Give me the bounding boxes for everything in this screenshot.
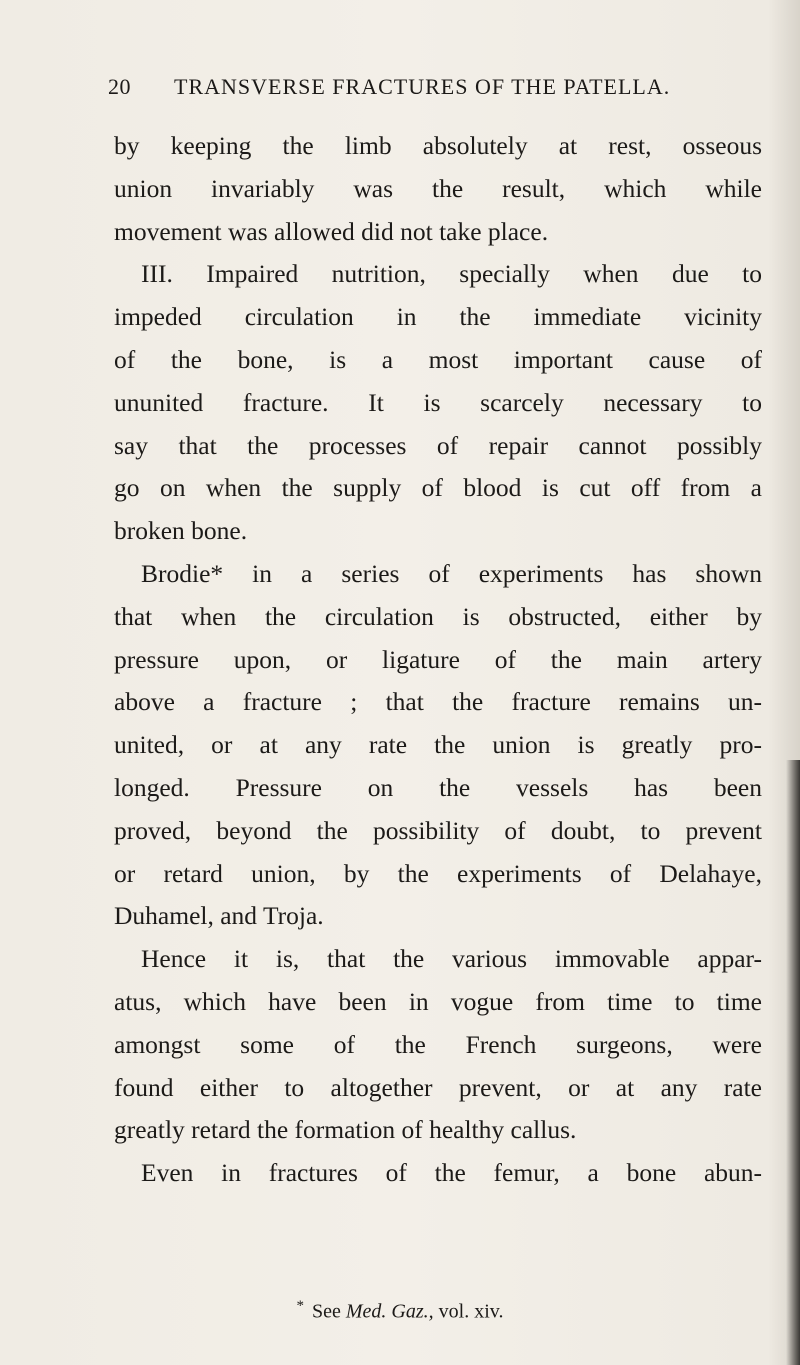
text-line: Even in fractures of the femur, a bone abun- (141, 1158, 762, 1188)
page-number: 20 (108, 74, 131, 99)
footnote-source: Med. Gaz., (345, 1300, 434, 1323)
text-line: amongst some of the French surgeons, were (114, 1029, 762, 1059)
text-line: say that the processes of repair cannot possibly (114, 430, 762, 460)
text-line: Duhamel, and Troja. (114, 901, 324, 931)
text-line: broken bone. (114, 516, 248, 546)
text-line: pressure upon, or ligature of the main artery (114, 644, 762, 674)
text-line: longed. Pressure on the vessels has been (114, 772, 762, 802)
text-line: that when the circulation is obstructed, either by (114, 601, 762, 631)
text-line: proved, beyond the possibility of doubt, to prevent (114, 815, 762, 845)
footnote-volume: vol. xiv. (438, 1300, 504, 1323)
text-line: atus, which have been in vogue from time to time (114, 986, 762, 1016)
footnote-mark: * (296, 1298, 304, 1314)
text-line: or retard union, by the experiments of Delahaye, (114, 858, 762, 888)
text-line: union invariably was the result, which while (114, 173, 762, 203)
body-text (114, 125, 762, 1195)
running-head-title: TRANSVERSE FRACTURES OF THE PATELLA. (174, 74, 671, 99)
page-edge-shadow (786, 760, 800, 1365)
text-line: go on when the supply of blood is cut off from a (114, 473, 762, 503)
text-line: Hence it is, that the various immovable appar- (141, 944, 762, 974)
text-line: Brodie* in a series of experiments has shown (141, 558, 762, 588)
text-line: impeded circulation in the immediate vicinity (114, 302, 762, 332)
text-line: found either to altogether prevent, or at any rate (114, 1072, 762, 1102)
text-line: movement was allowed did not take place. (114, 216, 549, 246)
running-head (108, 74, 688, 104)
text-line: above a fracture ; that the fracture remains un- (114, 687, 762, 717)
text-line: of the bone, is a most important cause of (114, 344, 762, 374)
footnote-prefix: See (312, 1300, 341, 1323)
text-line: united, or at any rate the union is greatly pro- (114, 730, 762, 760)
text-line: by keeping the limb absolutely at rest, osseous (114, 131, 762, 160)
footnote (0, 1298, 800, 1324)
text-line: III. Impaired nutrition, specially when due to (141, 259, 762, 289)
text-line: ununited fracture. It is scarcely necessary to (114, 387, 762, 417)
text-line: greatly retard the formation of healthy callus. (114, 1115, 577, 1145)
